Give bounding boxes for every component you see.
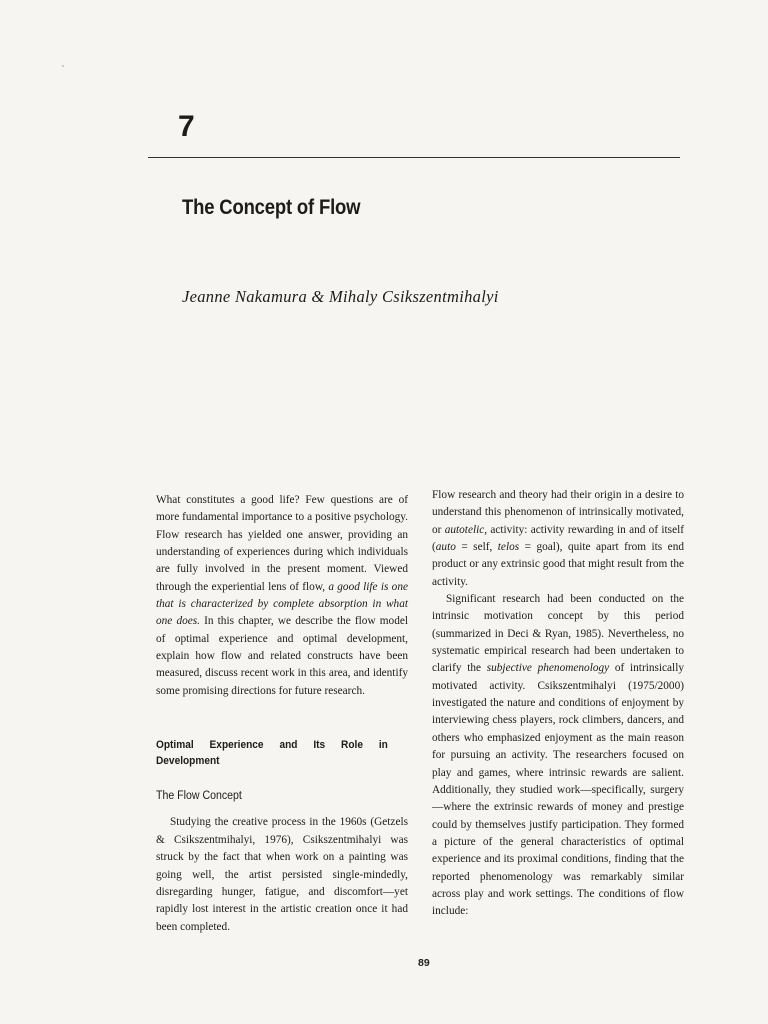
origin-text-c: = self,: [455, 541, 498, 554]
research-text-b: of intrinsically motivated activity. Csikszentmihalyi (1975/2000) investigated the nature and conditions of enjoyment by interviewing chess players, rock climbers, dancers, and others who emphasized enjoyment as the main reason for pursuing an activity. The researchers focused on play and games, where intrinsic rewards are salient. Additionally, they studied work—specifically, surgery—where the extrinsic rewards of money and prestige could by themselves justify participation. They formed a picture of the general characteristics of optimal experience and its proximal conditions, finding that the reported phenomenology was remarkably similar across play and work settings. The conditions of flow include:: [432, 662, 684, 918]
scan-speck: [62, 65, 64, 67]
term-auto: auto: [435, 541, 456, 554]
intro-text-b: In this chapter, we describe the flow model of optimal experience and optimal development, explain how flow and related constructs have been measured, discuss recent work in this area, and identify some promising directions for future research.: [156, 615, 408, 697]
origin-text-a: Flow research and theory had their origin in a desire to understand this phenomenon of intrinsically motivated, or: [432, 489, 684, 536]
page-number: 89: [418, 957, 430, 969]
subsection-heading: The Flow Concept: [156, 790, 242, 803]
chapter-number: 7: [178, 110, 195, 143]
research-text-a: Significant research had been conducted on the intrinsic motivation concept by this period (summarized in Deci & Ryan, 1985). Nevertheless, no systematic empirical research had been undertaken to clarify the: [432, 593, 684, 675]
origin-text-d: = goal), quite apart from its end product or any extrinsic good that might result from the activity.: [432, 541, 684, 588]
section-heading: Optimal Experience and Its Role in Development: [156, 739, 388, 768]
chapter-title: The Concept of Flow: [182, 196, 361, 219]
term-subjective-phenomenology: subjective phenomenology: [486, 662, 610, 675]
intro-emphasis: a good life is one that is characterized by complete absorption in what one does.: [156, 580, 408, 628]
chapter-rule: [148, 157, 680, 158]
term-telos: telos: [497, 541, 520, 554]
intro-paragraph: [156, 492, 408, 700]
origin-paragraph: [432, 487, 684, 591]
chapter-authors: Jeanne Nakamura & Mihaly Csikszentmihalyi: [182, 287, 499, 306]
right-column: [432, 487, 684, 921]
flow-concept-paragraph: Studying the creative process in the 1960s (Getzels & Csikszentmihalyi, 1976), Csikszentmihalyi was struck by the fact that when work on a painting was going well, the artist persisted single-mindedly, disregarding hunger, fatigue, and discomfort—yet rapidly lost interest in the artistic creation once it had been completed.: [156, 816, 408, 933]
intro-text-a: What constitutes a good life? Few questions are of more fundamental importance to a positive psychology. Flow research has yielded one answer, providing an understanding of experiences during which individuals are fully involved in the present moment. Viewed through the experiential lens of flow,: [156, 494, 408, 593]
left-column: [156, 492, 408, 936]
research-paragraph: [432, 591, 684, 921]
origin-text-b: , activity: activity rewarding in and of itself (: [432, 523, 684, 554]
term-autotelic: autotelic: [444, 523, 485, 536]
